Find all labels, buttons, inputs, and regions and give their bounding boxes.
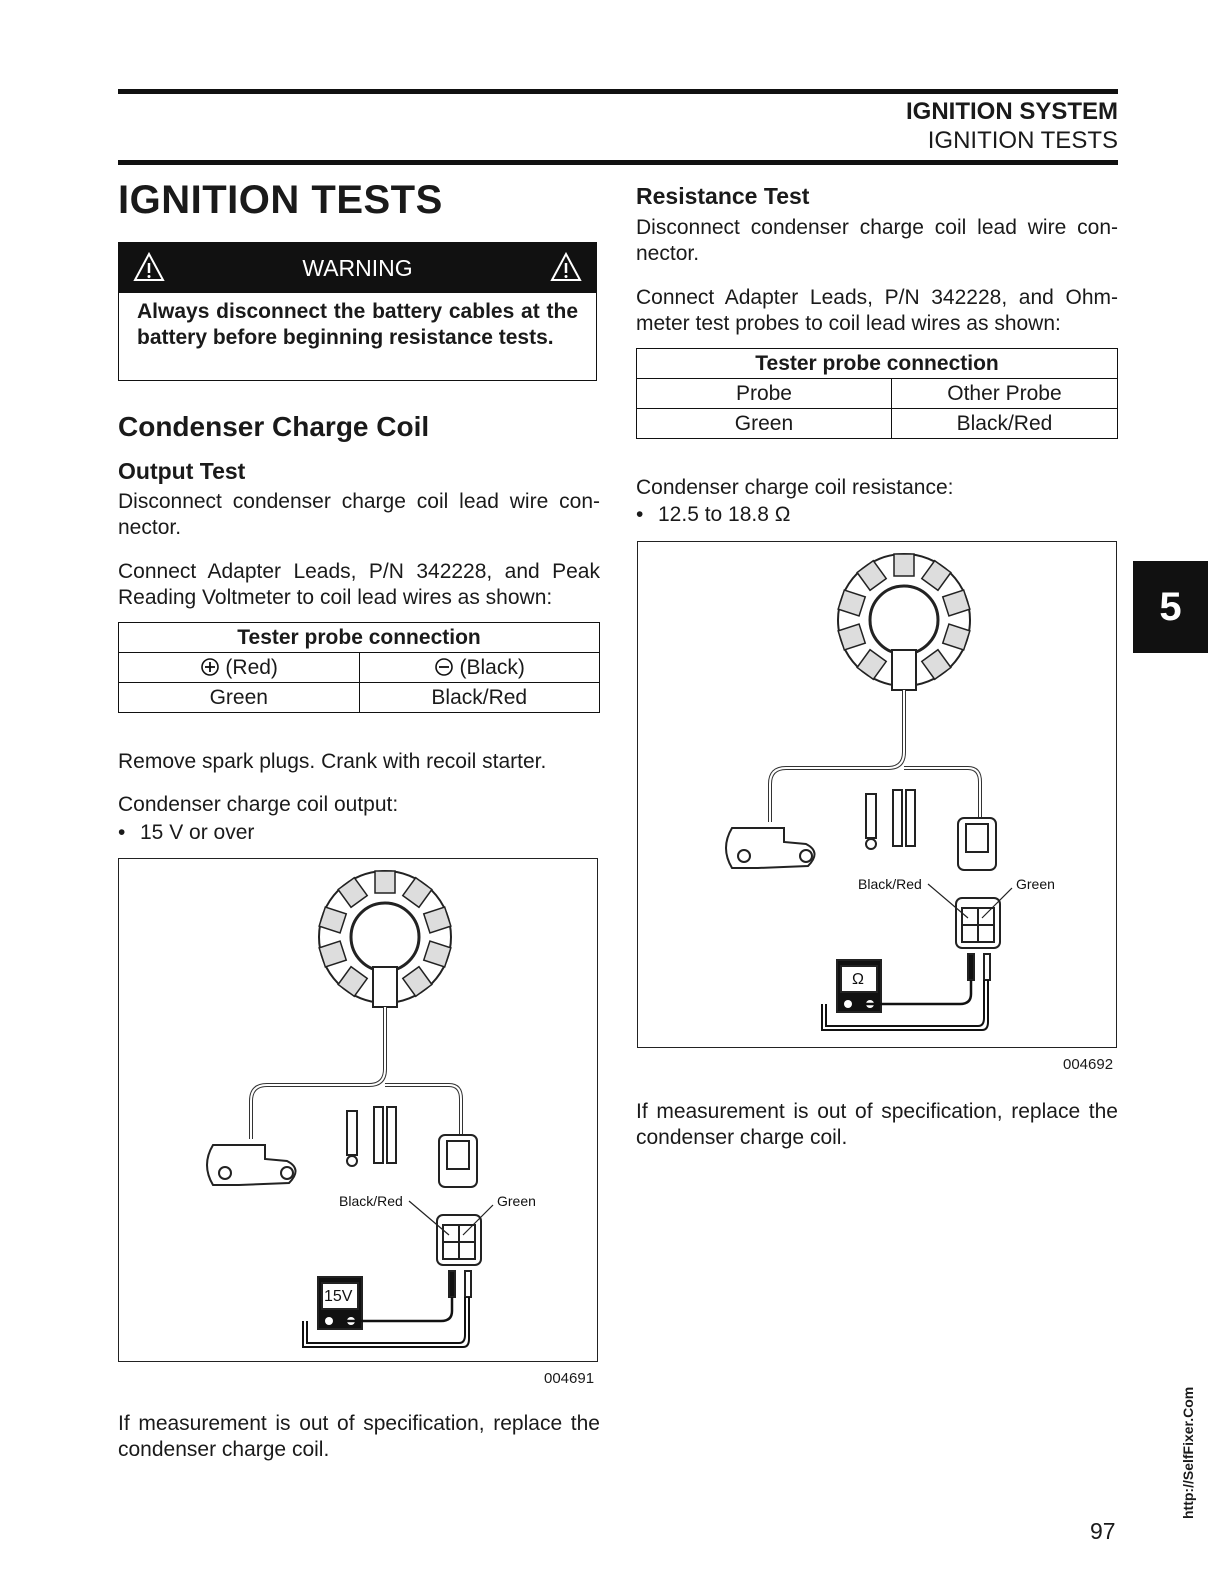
figure-output-test	[118, 858, 598, 1362]
figure-number: 004691	[544, 1370, 595, 1387]
meter-readout: Ω	[852, 971, 864, 988]
stator-diagram-icon	[638, 542, 1116, 1047]
stator-coil-icon	[838, 554, 970, 690]
table-header-cell	[119, 653, 360, 683]
right-bullet: • 12.5 to 18.8 Ω	[636, 502, 790, 528]
left-para-connect: Connect Adapter Leads, P/N 342228, and Peak Reading Voltmeter to coil lead wires as shown:	[118, 560, 600, 609]
left-para-replace: If measurement is out of specification, replace the condenser charge coil.	[118, 1412, 600, 1461]
left-bullet: • 15 V or over	[118, 820, 254, 846]
figure-resistance-test	[637, 541, 1117, 1048]
left-probe-table	[118, 622, 600, 713]
header-subsection: IGNITION TESTS	[927, 127, 1118, 154]
right-para-resistance: Condenser charge coil resistance:	[636, 476, 954, 499]
plus-circle-icon	[200, 657, 220, 677]
warning-text: Always disconnect the battery cables at the battery before beginning resistance tests.	[137, 300, 578, 349]
right-para-replace: If measurement is out of specification, replace the condenser charge coil.	[636, 1100, 1118, 1149]
table-header-cell: Probe	[637, 379, 892, 409]
minus-circle-icon	[434, 657, 454, 677]
figure-label-blackred: Black/Red	[339, 1193, 403, 1209]
table-cell: Green	[119, 683, 360, 713]
right-probe-table	[636, 348, 1118, 439]
left-para-disconnect: Disconnect condenser charge coil lead wire con-nector.	[118, 490, 600, 539]
table-title: Tester probe connection	[637, 349, 1118, 379]
stator-diagram-icon	[119, 859, 597, 1361]
header-rule-bottom	[118, 160, 1118, 165]
left-para-output: Condenser charge coil output:	[118, 793, 399, 816]
warning-triangle-icon	[133, 252, 165, 282]
left-para-remove-plugs: Remove spark plugs. Crank with recoil starter.	[118, 750, 547, 773]
table-col2: (Black)	[459, 655, 525, 679]
table-header-cell	[359, 653, 600, 683]
figure-label-green: Green	[1016, 876, 1055, 892]
page-title: IGNITION TESTS	[118, 178, 443, 222]
warning-triangle-icon	[550, 252, 582, 282]
subheading-resistance-test: Resistance Test	[636, 183, 810, 209]
subheading-output-test: Output Test	[118, 458, 246, 484]
header-section: IGNITION SYSTEM	[905, 98, 1118, 125]
stator-coil-icon	[319, 871, 451, 1007]
figure-number: 004692	[1063, 1056, 1114, 1073]
page-number: 97	[1090, 1518, 1116, 1544]
header-rule-top	[118, 89, 1118, 94]
side-url: http://SelfFixer.Com	[1180, 1386, 1196, 1519]
table-col1: (Red)	[225, 655, 278, 679]
table-title: Tester probe connection	[119, 623, 600, 653]
table-header-cell: Other Probe	[891, 379, 1117, 409]
right-para-connect: Connect Adapter Leads, P/N 342228, and Ohm-meter test probes to coil lead wires as shown:	[636, 286, 1118, 335]
meter-readout: 15V	[324, 1288, 353, 1305]
warning-header	[119, 243, 596, 293]
warning-title: WARNING	[302, 254, 413, 281]
section-heading-condenser: Condenser Charge Coil	[118, 411, 430, 442]
figure-label-blackred: Black/Red	[858, 876, 922, 892]
chapter-tab: 5	[1133, 561, 1208, 653]
table-cell: Black/Red	[891, 409, 1117, 439]
right-para-disconnect: Disconnect condenser charge coil lead wire con-nector.	[636, 216, 1118, 265]
table-cell: Black/Red	[359, 683, 600, 713]
table-cell: Green	[637, 409, 892, 439]
figure-label-green: Green	[497, 1193, 536, 1209]
warning-box	[118, 242, 597, 381]
